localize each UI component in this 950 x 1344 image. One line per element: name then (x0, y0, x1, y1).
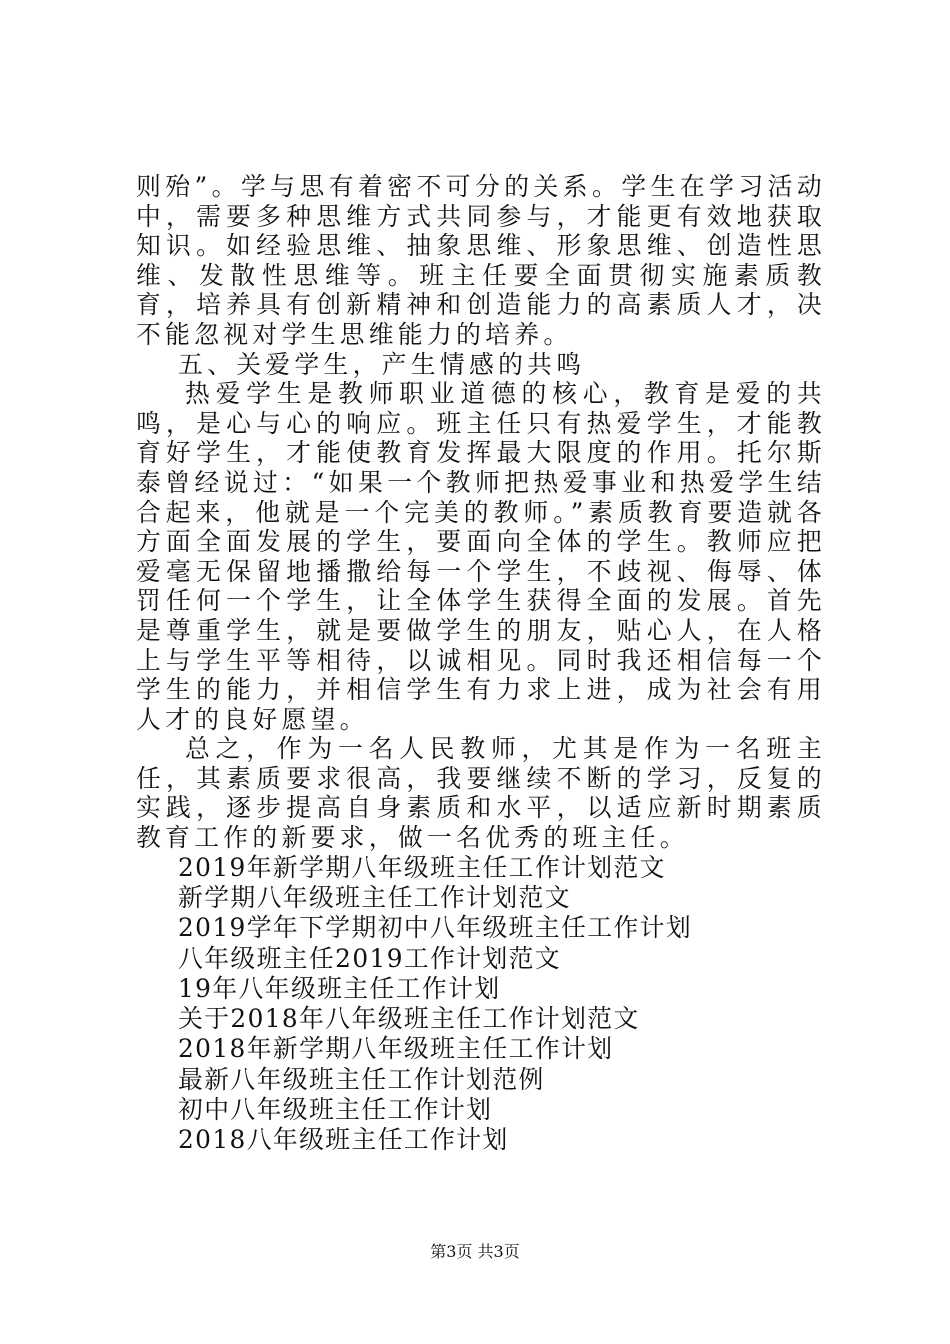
related-article-link[interactable]: 2018年新学期八年级班主任工作计划 (178, 1034, 614, 1064)
related-article-link[interactable]: 2018八年级班主任工作计划 (178, 1125, 509, 1155)
page-number-footer: 第3页 共3页 (430, 1242, 520, 1261)
paragraph-conclusion: 总之，作为一名人民教师，尤其是作为一名班主任，其素质要求很高，我要继续不断的学习，反复的实践，逐步提高自身素质和水平，以适应新时期素质教育工作的新要求，做一名优秀的班主任。 (136, 734, 826, 853)
paragraph-love-students: 热爱学生是教师职业道德的核心，教育是爱的共鸣，是心与心的响应。班主任只有热爱学生，才能教育好学生，才能使教育发挥最大限度的作用。托尔斯泰曾经说过：“如果一个教师把热爱事业和热爱学生结合起来，他就是一个完美的教师。”素质教育要造就各方面全面发展的学生，要面向全体的学生。教师应把爱毫无保留地播撒给每一个学生，不歧视、侮辱、体罚任何一个学生，让全体学生获得全面的发展。首先是尊重学生，就是要做学生的朋友，贴心人，在人格上与学生平等相待，以诚相见。同时我还相信每一个学生的能力，并相信学生有力求上进，成为社会有用人才的良好愿望。 (136, 379, 826, 734)
document-body (136, 172, 826, 1156)
related-article-link[interactable]: 关于2018年八年级班主任工作计划范文 (178, 1004, 640, 1034)
related-article-link[interactable]: 八年级班主任2019工作计划范文 (178, 943, 562, 973)
related-article-link[interactable]: 2019学年下学期初中八年级班主任工作计划 (178, 913, 693, 943)
paragraph-continuation: 则殆”。学与思有着密不可分的关系。学生在学习活动中，需要多种思维方式共同参与，才能更有效地获取知识。如经验思维、抽象思维、形象思维、创造性思维、发散性思维等。班主任要全面贯彻实施素质教育，培养具有创新精神和创造能力的高素质人才，决不能忽视对学生思维能力的培养。 (136, 172, 826, 349)
related-article-link[interactable]: 初中八年级班主任工作计划 (178, 1095, 493, 1125)
related-article-link[interactable]: 新学期八年级班主任工作计划范文 (178, 882, 571, 912)
related-article-link[interactable]: 最新八年级班主任工作计划范例 (178, 1064, 545, 1094)
related-article-link[interactable]: 19年八年级班主任工作计划 (178, 973, 501, 1003)
section-heading: 五、关爱学生，产生情感的共鸣 (178, 349, 586, 379)
related-articles-list (136, 853, 826, 1156)
related-article-link[interactable]: 2019年新学期八年级班主任工作计划范文 (178, 852, 666, 882)
